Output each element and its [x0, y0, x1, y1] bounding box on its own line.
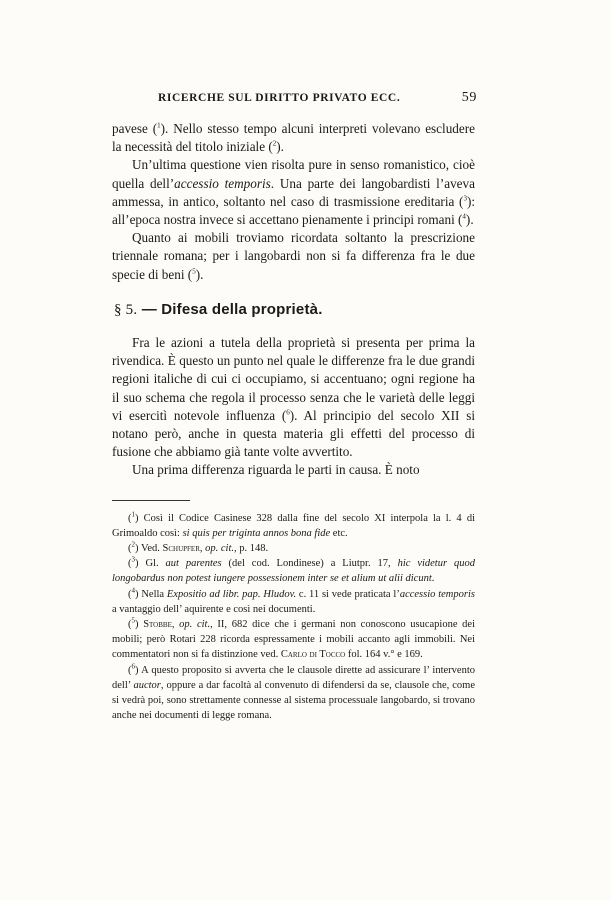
section-title: — Difesa della proprietà.	[141, 300, 323, 318]
footnote-divider	[112, 500, 190, 501]
book-page	[112, 88, 475, 724]
footnotes	[112, 511, 475, 724]
section-heading	[112, 301, 475, 319]
paragraph: Quanto ai mobili troviamo ricordata soltanto la prescrizione triennale romana; per i langobardi non si fa differenza fra le due specie di beni ($^5$).	[112, 230, 475, 282]
main-text	[112, 120, 475, 480]
running-header	[112, 88, 475, 110]
paragraph: Una prima differenza riguarda le parti in causa. È noto	[132, 462, 420, 478]
footnote: ($^5$) Stobbe, op. cit., II, 682 dice che i germani non conoscono usucapione dei mobili; però Rotari 228 ricorda espressamente i mobili accanto agli immobili. Nei commentatori non si fa distinzione ved. Carlo di Tocco fol. 164 v.° e 169.	[112, 616, 476, 661]
paragraph: pavese ($^1$). Nello stesso tempo alcuni interpreti volevano escludere la necessità del titolo iniziale ($^2$).	[112, 121, 475, 155]
paragraph: Un’ultima questione vien risolta pure in senso romanistico, cioè quella dell’accessio temporis. Una parte dei langobardisti l’aveva ammessa, in antico, soltanto nel caso di trasmissione ereditaria ($^3$): all’epoca nostra invece si accettano pienamente i principi romani ($^4$).	[112, 157, 475, 228]
footnote: ($^4$) Nella Expositio ad libr. pap. Hludov. c. 11 si vede praticata l’accessio temporis a vantaggio dell’ aquirente e così nei documenti.	[112, 586, 475, 615]
section-number: § 5.	[114, 301, 138, 318]
paragraph: Fra le azioni a tutela della proprietà si presenta per prima la rivendica. È questo un punto nel quale le differenze fra le due grandi regioni italiche di cui ci occupiamo, si accentuano; ogni regione ha il suo schema che regola il processo senza che le varietà delle leggi vi esercitì notevole influenza ($^6$). Al principio del secolo XII si notano però, anche in questa materia gli effetti del processo di fusione che abbiamo già tante volte avvertito.	[112, 335, 475, 460]
footnote: ($^1$) Così il Codice Casinese 328 dalla fine del secolo XI interpola la l. 4 di Grimoaldo così: si quis per triginta annos bona fide etc.	[112, 510, 475, 539]
footnote: ($^2$) Ved. Schupfer, op. cit., p. 148.	[128, 540, 269, 555]
footnote: ($^6$) A questo proposito si avverta che le clausole dirette ad assicurare l’ intervento dell’ auctor, oppure a dar facoltà al convenuto di difendersi da se, clausole che, come si vedrà poi, sono strettamente connesse al sistema processuale langobardo, si trovano anche nei documenti di legge romana.	[112, 662, 475, 722]
footnote: ($^3$) Gl. aut parentes (del cod. Londinese) a Liutpr. 17, hic videtur quod longobardus non potest iungere possessionem inter se et alium ut alii dicunt.	[112, 555, 475, 585]
running-title: RICERCHE SUL DIRITTO PRIVATO ECC.	[158, 92, 401, 104]
page-number: 59	[461, 90, 477, 105]
